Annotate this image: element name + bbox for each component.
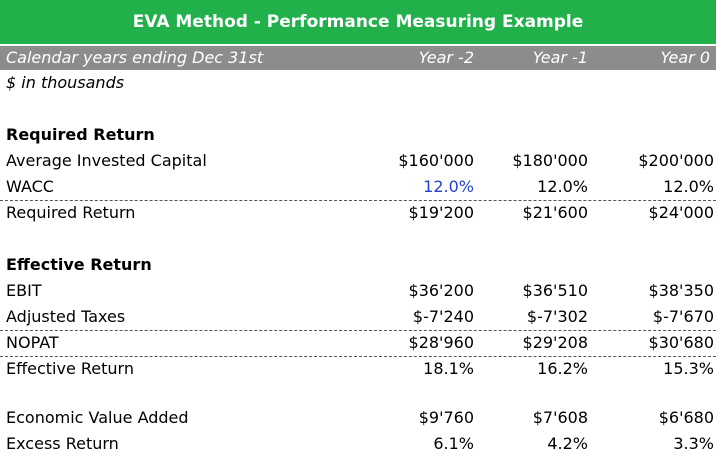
table-row [0,356,716,382]
year-header: Year 0 [660,48,710,67]
cell-value: 15.3% [663,359,714,378]
cell-value: $19'200 [408,203,474,222]
table-row [0,148,716,174]
cell-value: $-7'302 [526,307,588,326]
cell-value: 3.3% [673,434,714,453]
section-heading: Effective Return [6,255,152,274]
row-label: NOPAT [6,333,59,352]
header-label: Calendar years ending Dec 31st [6,48,264,67]
row-label: WACC [6,177,54,196]
table-row [0,431,716,457]
table-row [0,405,716,431]
row-label: Required Return [6,203,136,222]
cell-value: 6.1% [433,434,474,453]
cell-value: $38'350 [648,281,714,300]
cell-value: $28'960 [408,333,474,352]
table-row [0,304,716,330]
table-row [0,174,716,200]
section-heading-row [0,122,716,148]
cell-value: $180'000 [512,151,588,170]
row-label: Adjusted Taxes [6,307,126,326]
row-label: Economic Value Added [6,408,189,427]
cell-value: $6'680 [658,408,714,427]
cell-value: 12.0% [663,177,714,196]
row-label: Average Invested Capital [6,151,207,170]
units-row [0,70,716,96]
row-label: EBIT [6,281,42,300]
cell-value: $-7'670 [652,307,714,326]
header-bar [0,46,716,70]
year-header: Year -2 [418,48,474,67]
cell-value: 4.2% [547,434,588,453]
cell-value: $200'000 [638,151,714,170]
page-title: EVA Method - Performance Measuring Example [132,12,584,32]
units-label: $ in thousands [6,73,125,92]
cell-value: $21'600 [522,203,588,222]
section-heading: Required Return [6,125,155,144]
cell-value: 12.0% [423,177,474,196]
cell-value: $7'608 [532,408,588,427]
cell-value: $9'760 [418,408,474,427]
row-label: Excess Return [6,434,119,453]
table-row [0,278,716,304]
table-row [0,330,716,356]
section-heading-row [0,252,716,278]
cell-value: $36'510 [522,281,588,300]
year-header: Year -1 [532,48,588,67]
cell-value: $-7'240 [412,307,474,326]
title-banner [0,0,716,44]
row-label: Effective Return [6,359,134,378]
cell-value: $24'000 [648,203,714,222]
cell-value: $30'680 [648,333,714,352]
cell-value: $36'200 [408,281,474,300]
cell-value: 16.2% [537,359,588,378]
cell-value: 12.0% [537,177,588,196]
cell-value: $160'000 [398,151,474,170]
cell-value: $29'208 [522,333,588,352]
cell-value: 18.1% [423,359,474,378]
table-row [0,200,716,226]
